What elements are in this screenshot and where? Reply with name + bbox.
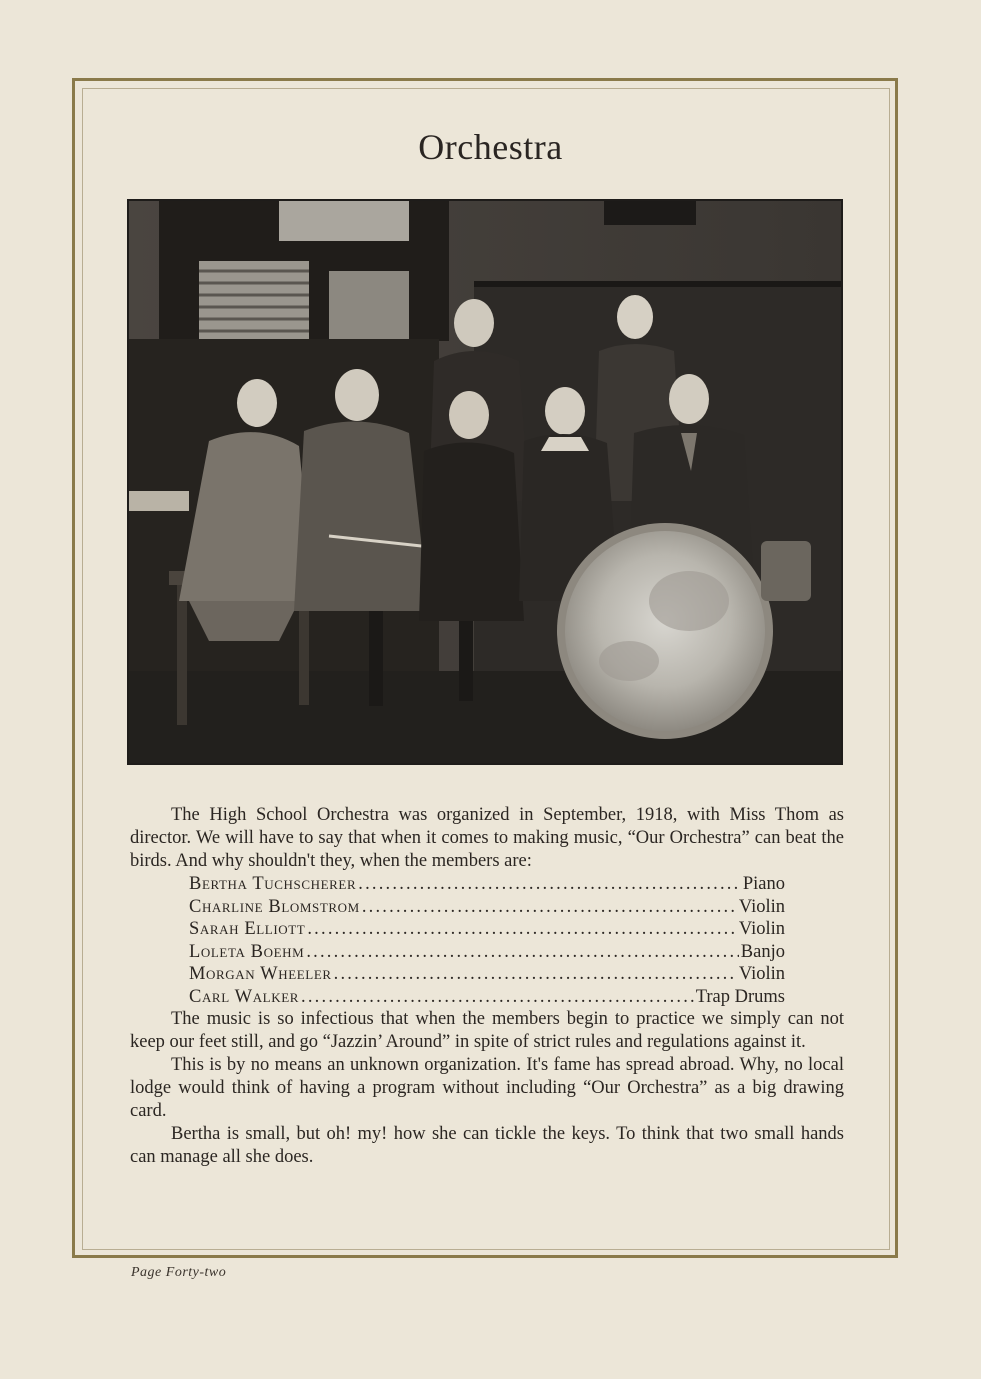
article-body: [130, 804, 844, 1169]
member-name: Carl Walker: [189, 986, 300, 1007]
member-name: Charline Blomstrom: [189, 896, 360, 917]
member-instrument: Trap Drums: [695, 986, 785, 1007]
member-row: [189, 986, 785, 1009]
member-list: [189, 873, 785, 1008]
member-row: [189, 918, 785, 941]
member-instrument: Piano: [742, 874, 785, 894]
leader-dots: [358, 873, 741, 896]
leader-dots: [362, 896, 737, 919]
member-instrument: Banjo: [740, 941, 785, 962]
member-row: [189, 873, 785, 896]
page-title: Orchestra: [418, 127, 563, 167]
member-instrument: Violin: [738, 964, 785, 984]
member-instrument: Violin: [738, 896, 785, 917]
leader-dots: [306, 941, 738, 964]
leader-dots: [334, 963, 737, 986]
member-name: Sarah Elliott: [189, 919, 306, 939]
member-name: Bertha Tuchscherer: [189, 874, 357, 894]
member-row: [189, 963, 785, 986]
leader-dots: [301, 986, 694, 1009]
member-instrument: Violin: [738, 919, 785, 939]
member-name: Loleta Boehm: [189, 941, 305, 962]
intro-paragraph: The High School Orchestra was organized in September, 1918, with Miss Thom as director. We will have to say that when it comes to making music, “Our Orchestra” can beat the birds. And why shouldn't they, when the members are:: [130, 805, 844, 871]
body-paragraph: Bertha is small, but oh! my! how she can tickle the keys. To think that two small hands can manage all she does.: [130, 1124, 844, 1167]
member-row: [189, 896, 785, 919]
member-row: [189, 941, 785, 964]
body-paragraph: The music is so infectious that when the members begin to practice we simply can not keep our feet still, and go “Jazzin’ Around” in spite of strict rules and regulations against it.: [130, 1009, 844, 1052]
leader-dots: [307, 918, 736, 941]
body-paragraph: This is by no means an unknown organization. It's fame has spread abroad. Why, no local lodge would think of having a program without including “Our Orchestra” as a big drawing card.: [130, 1055, 844, 1121]
page-number: Page Forty-two: [131, 1265, 227, 1280]
orchestra-photo: [127, 199, 843, 765]
member-name: Morgan Wheeler: [189, 964, 332, 984]
